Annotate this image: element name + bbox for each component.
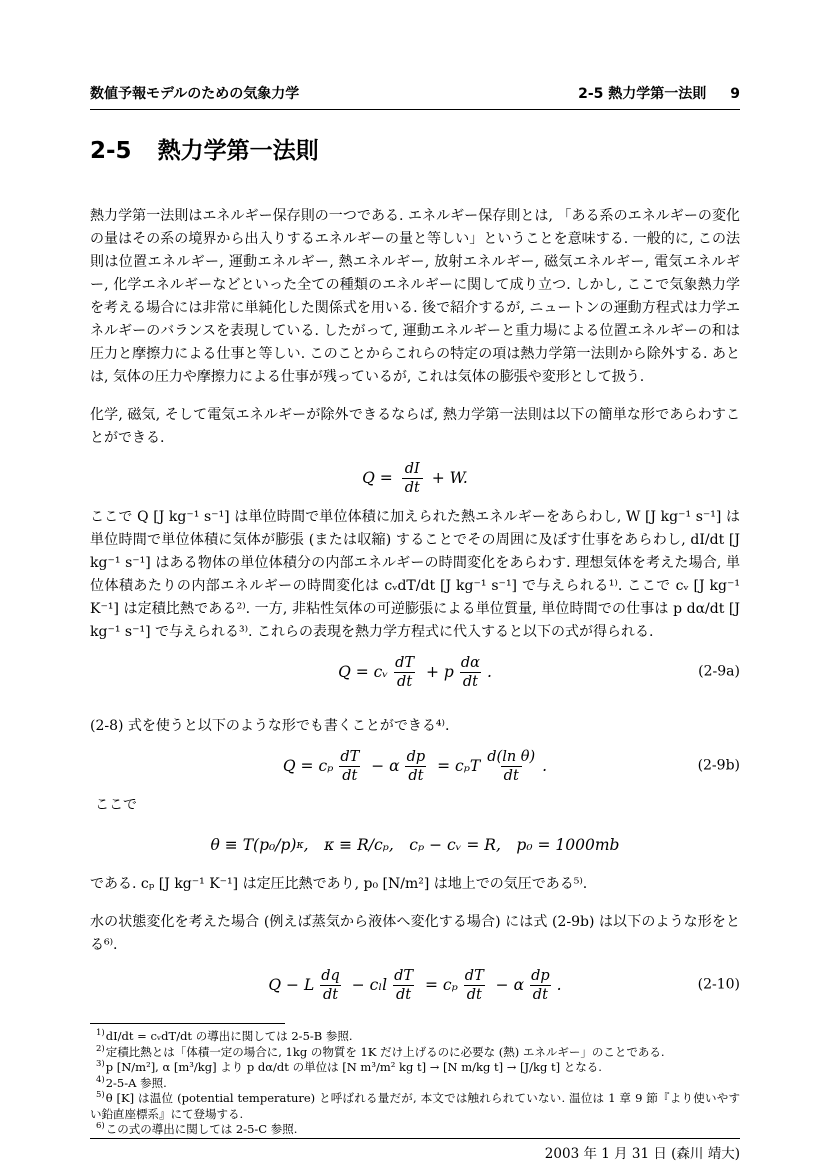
footnote-number: 1) xyxy=(96,1028,105,1039)
paragraph-phase-change: 水の状態変化を考えた場合 (例えば蒸気から液体へ変化する場合) には式 (2-9b) は以下のような形をとる⁶⁾. xyxy=(90,914,740,953)
footnote-rule xyxy=(90,1023,285,1024)
section-heading-text: 熱力学第一法則 xyxy=(157,138,319,164)
equation-first-law-body: Q = $\frac{dI}{dt}$ + W. xyxy=(362,460,468,496)
page-header xyxy=(90,86,740,110)
running-section-title: 2-5 熱力学第一法則 xyxy=(578,86,707,102)
footnote-text: p [N/m²], α [m³/kg] より p dα/dt の単位は [N m³/m² kg t] → [N m/kg t] → [J/kg t] となる. xyxy=(105,1060,602,1074)
footnote-number: 3) xyxy=(96,1059,105,1070)
equation-2-9b-body: Q = cₚ $\frac{dT}{dt}$ − α $\frac{dp}{dt}$ = cₚT $\frac{\text{d(ln θ)}}{dt}$ . xyxy=(282,748,548,784)
paragraph-cp-description: である. cₚ [J kg⁻¹ K⁻¹] は定圧比熱であり, p₀ [N/m²] は地上での気圧である⁵⁾. xyxy=(90,876,588,892)
footnote-text: 定積比熱とは「体積一定の場合に, 1kg の物質を 1K だけ上げるのに必要な (熱) エネルギー」のことである. xyxy=(105,1044,665,1059)
page-number: 9 xyxy=(730,86,740,102)
header-right xyxy=(578,86,740,102)
equation-theta-definition xyxy=(90,824,740,866)
footnote-number: 6) xyxy=(96,1121,105,1132)
equation-2-10-body: Q − L $\frac{dq}{dt}$ − cₗl $\frac{dT}{dt}$ = cₚ $\frac{dT}{dt}$ − α $\frac{dp}{dt}$ . xyxy=(268,967,562,1003)
footnotes-section xyxy=(90,1023,740,1138)
footnote-text: dI/dt = cᵥdT/dt の導出に関しては 2-5-B 参照. xyxy=(105,1029,353,1043)
equation-theta-definition-body: θ ≡ T(p₀/p) κ , κ ≡ R/cₚ, cₚ − cᵥ = R, p₀ = 1000mb xyxy=(210,835,620,854)
paragraph-simplified-form: 化学, 磁気, そして電気エネルギーが除外できるならば, 熱力学第一法則は以下の簡単な形であらわすことができる. xyxy=(90,407,740,446)
equation-2-9a-body: Q = cᵥ $\frac{dT}{dt}$ + p $\frac{d\alpha}{dt}$ . xyxy=(338,654,492,690)
equation-first-law xyxy=(90,457,740,499)
equation-2-10 xyxy=(90,964,740,1006)
paragraph-eq28-remark: (2-8) 式を使うと以下のような形でも書くことができる⁴⁾. xyxy=(90,718,450,734)
equation-number-2-10: (2-10) xyxy=(697,976,740,993)
footer-date: 2003 年 1 月 31 日 (森川 靖大) xyxy=(544,1145,740,1162)
footnote-number: 4) xyxy=(96,1074,105,1085)
page-footer xyxy=(90,1138,740,1163)
footnote-item xyxy=(90,1091,740,1122)
footnote-item xyxy=(90,1045,740,1061)
equation-2-9a xyxy=(90,651,740,693)
paragraph-energy-conservation: 熱力学第一法則はエネルギー保存則の一つである. エネルギー保存則とは, 「ある系のエネルギーの変化の量はその系の境界から出入りするエネルギーの量と等しい」ということを意味する. 一般的に, この法則は位置エネルギー, 運動エネルギー, 熱エネルギー, 放射エネルギー, 磁気エネルギー, 電気エネルギー, 化学エネルギーなどといった全ての種類のエネルギーに関して成り立つ. しかし, ここで気象熱力学を考える場合には非常に単純化した関係式を用いる. 後で紹介するが, ニュートンの運動方程式は力学エネルギーのバランスを表現している. したがって, 運動エネルギーと重力場による位置エネルギーの和は圧力と摩擦力による仕事と等しい. このことからこれらの特定の項は熱力学第一法則から除外する. あとは, 気体の圧力や摩擦力による仕事が残っているが, これは気体の膨張や変形として扱う. xyxy=(90,208,740,385)
equation-2-9b xyxy=(90,745,740,787)
running-title: 数値予報モデルのための気象力学 xyxy=(90,86,300,102)
footnote-text: 2-5-A 参照. xyxy=(105,1075,167,1090)
section-heading-number: 2-5 xyxy=(90,138,132,164)
equation-number-2-9b: (2-9b) xyxy=(697,757,740,774)
equation-number-2-9a: (2-9a) xyxy=(698,663,740,680)
footnote-item xyxy=(90,1076,740,1092)
paragraph-symbol-definitions: ここで Q [J kg⁻¹ s⁻¹] は単位時間で単位体積に加えられた熱エネルギーをあらわし, W [J kg⁻¹ s⁻¹] は単位時間で単位体積に気体が膨張 (または収縮) することでその周囲に及ぼす仕事をあらわし, dI/dt [J kg⁻¹ s⁻¹] はある物体の単位体積分の内部エネルギーの時間変化をあらわす. 理想気体を考えた場合, 単位体積あたりの内部エネルギーの時間変化は cᵥdT/dt [J kg⁻¹ s⁻¹] で与えられる¹⁾. ここで cᵥ [J kg⁻¹ K⁻¹] は定積比熱である²⁾. 一方, 非粘性気体の可逆膨張による単位質量, 単位時間での仕事は p dα/dt [J kg⁻¹ s⁻¹] で与えられる³⁾. これらの表現を熱力学方程式に代入すると以下の式が得られる. xyxy=(90,509,740,640)
footnote-item xyxy=(90,1122,740,1138)
footnote-item xyxy=(90,1029,740,1045)
footnote-text: θ [K] は温位 (potential temperature) と呼ばれる量だが, 本文では触れられていない. 温位は 1 章 9 節『より使いやすい鉛直座標系』にて登場する. xyxy=(90,1091,740,1121)
paragraph-where: ここで xyxy=(95,797,137,813)
section-heading xyxy=(90,137,740,165)
footnote-text: この式の導出に関しては 2-5-C 参照. xyxy=(105,1122,298,1136)
footnote-item xyxy=(90,1060,740,1076)
footnote-number: 2) xyxy=(96,1043,105,1054)
footnote-number: 5) xyxy=(96,1090,105,1101)
